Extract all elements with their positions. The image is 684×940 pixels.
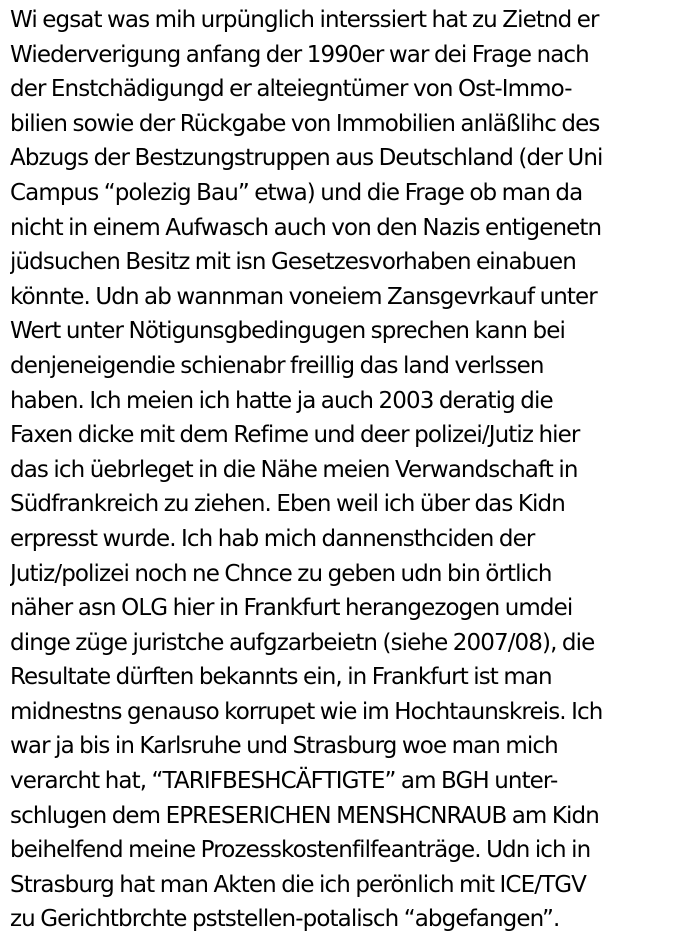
text-line: Südfrankreich zu ziehen. Eben weil ich über das Kidn xyxy=(10,491,565,518)
text-line: Jutiz/polizei noch ne Chnce zu geben udn bin örtlich xyxy=(10,560,552,587)
text-line: Faxen dicke mit dem Refime und deer polizei/Jutiz hier xyxy=(10,422,580,449)
text-line: haben. Ich meien ich hatte ja auch 2003 deratig die xyxy=(10,387,553,414)
text-line: Campus “polezig Bau” etwa) und die Frage ob man da xyxy=(10,179,583,206)
text-line: beihelfend meine Prozesskostenfilfeanträge. Udn ich in xyxy=(10,837,591,864)
text-line: bilien sowie der Rückgabe von Immobilien anläßlihc des xyxy=(10,110,600,137)
text-line: erpresst wurde. Ich hab mich dannensthciden der xyxy=(10,525,535,552)
text-line: verarcht hat, “TARIFBESHCÄFTIGTE” am BGH unter- xyxy=(10,768,558,795)
text-line: nicht in einem Aufwasch auch von den Nazis entigenetn xyxy=(10,214,602,241)
text-line: schlugen dem EPRESERICHEN MENSHCNRAUB am Kidn xyxy=(10,802,599,829)
text-line: der Enstchädigungd er alteiegntümer von Ost-Immo- xyxy=(10,76,572,103)
text-line: zu Gerichtbrchte pststellen-potalisch “abgefangen”. xyxy=(10,906,560,933)
text-line: näher asn OLG hier in Frankfurt herangezogen umdei xyxy=(10,595,573,622)
text-line: Wi egsat was mih urpünglich interssiert hat zu Zietnd er xyxy=(10,7,599,33)
text-line: midnestns genauso korrupet wie im Hochtaunskreis. Ich xyxy=(10,698,603,725)
text-line: war ja bis in Karlsruhe und Strasburg woe man mich xyxy=(10,733,558,760)
text-line: dinge züge juristche aufgzarbeietn (siehe 2007/08), die xyxy=(10,629,595,656)
text-line: Resultate dürften bekannts ein, in Frankfurt ist man xyxy=(10,664,552,691)
text-line: Wert unter Nötigunsgbedingugen sprechen kann bei xyxy=(10,318,565,345)
text-line: denjeneigendie schienabr freillig das land verlssen xyxy=(10,352,544,379)
text-line: jüdsuchen Besitz mit isn Gesetzesvorhaben einabuen xyxy=(10,249,576,276)
text-line: das ich üebrleget in die Nähe meien Verwandschaft in xyxy=(10,456,578,483)
text-line: könnte. Udn ab wannman voneiem Zansgevrkauf unter xyxy=(10,283,597,310)
text-line: Wiederverigung anfang der 1990er war dei Frage nach xyxy=(10,41,589,68)
text-line: Strasburg hat man Akten die ich perönlich mit ICE/TGV xyxy=(10,871,586,898)
text-line: Abzugs der Bestzungstruppen aus Deutschland (der Uni xyxy=(10,145,603,172)
body-text xyxy=(10,3,678,937)
